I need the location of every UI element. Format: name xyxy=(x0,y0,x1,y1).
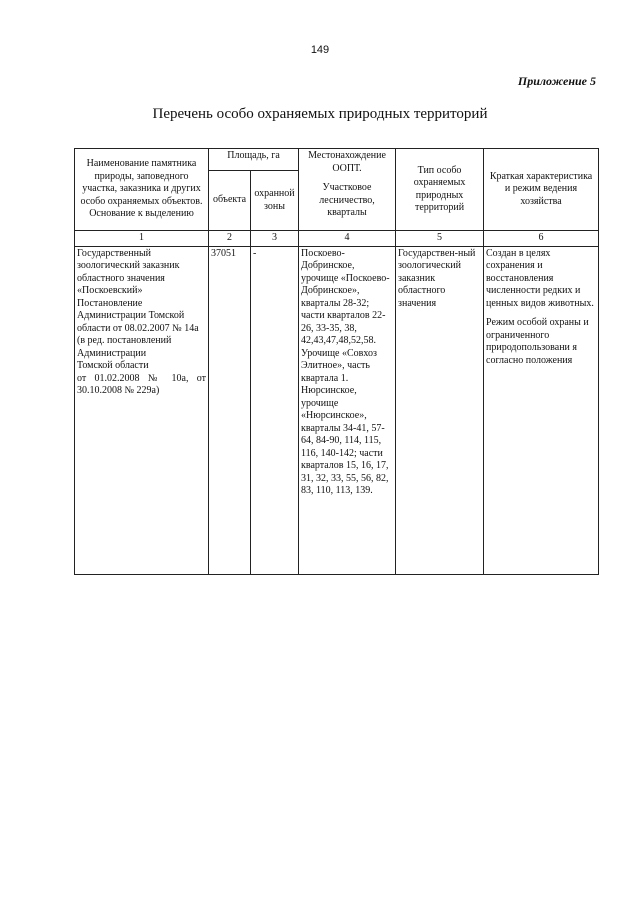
header-area-object: объекта xyxy=(209,171,251,231)
page-number: 149 xyxy=(310,44,330,56)
cell-name xyxy=(75,246,209,574)
cell-location: Поскоево-Добринское, урочище «Поскоево-Добринское», кварталы 28-32; части кварталов 22-26, 33-35, 38, 42,43,47,48,52,58. Урочище «Совхоз Элитное», часть квартала 1. Нюрсинское, урочище «Нюрсинское», кварталы 34-41, 57-64, 84-90, 114, 115, 116, 140-142; части кварталов 15, 16, 17, 31, 32, 33, 55, 56, 82, 83, 110, 113, 139. xyxy=(299,246,396,574)
header-description: Краткая характеристика и режим ведения хозяйства xyxy=(484,149,599,231)
header-type: Тип особо охраняемых природных территорий xyxy=(396,149,484,231)
column-number-6: 6 xyxy=(484,231,599,247)
column-number-3: 3 xyxy=(251,231,299,247)
header-location xyxy=(299,149,396,231)
amendment-line-1: (в ред. постановлений xyxy=(77,335,172,346)
cell-description xyxy=(484,246,599,574)
column-number-4: 4 xyxy=(299,231,396,247)
column-number-2: 2 xyxy=(209,231,251,247)
header-area: Площадь, га xyxy=(209,149,299,171)
table-row xyxy=(75,246,599,574)
description-purpose: Создан в целях сохранения и восстановления численности редких и ценных видов животных. xyxy=(486,247,594,309)
reserve-name: Государственный зоологический заказник областного значения «Поскоевский» Постановление Администрации Томской области от 08.02.2007 № 14а xyxy=(77,247,199,334)
column-number-1: 1 xyxy=(75,231,209,247)
appendix-label: Приложение 5 xyxy=(517,74,596,88)
column-number-5: 5 xyxy=(396,231,484,247)
cell-area-zone: - xyxy=(251,246,299,574)
amendment-line-4: от 01.02.2008 № 10а, от 30.10.2008 № 229а) xyxy=(77,372,206,396)
amendment-line-2: Администрации xyxy=(77,347,147,359)
header-location-line1: Местонахождение ООПТ. xyxy=(308,150,386,174)
cell-type: Государствен-ный зоологический заказник областного значения xyxy=(396,246,484,574)
header-name: Наименование памятника природы, заповедного участка, заказника и других особо охраняемых объектов. Основание к выделению xyxy=(75,149,209,231)
page-title: Перечень особо охраняемых природных территорий xyxy=(152,106,488,122)
header-area-zone: охранной зоны xyxy=(251,171,299,231)
description-regime: Режим особой охраны и ограниченного природопользовани я согласно положения xyxy=(486,317,589,366)
amendment-line-3: Томской области xyxy=(77,360,149,371)
header-location-line2: Участковое лесничество, кварталы xyxy=(319,182,375,218)
cell-area-object: 37051 xyxy=(209,246,251,574)
protected-areas-table xyxy=(74,148,599,575)
